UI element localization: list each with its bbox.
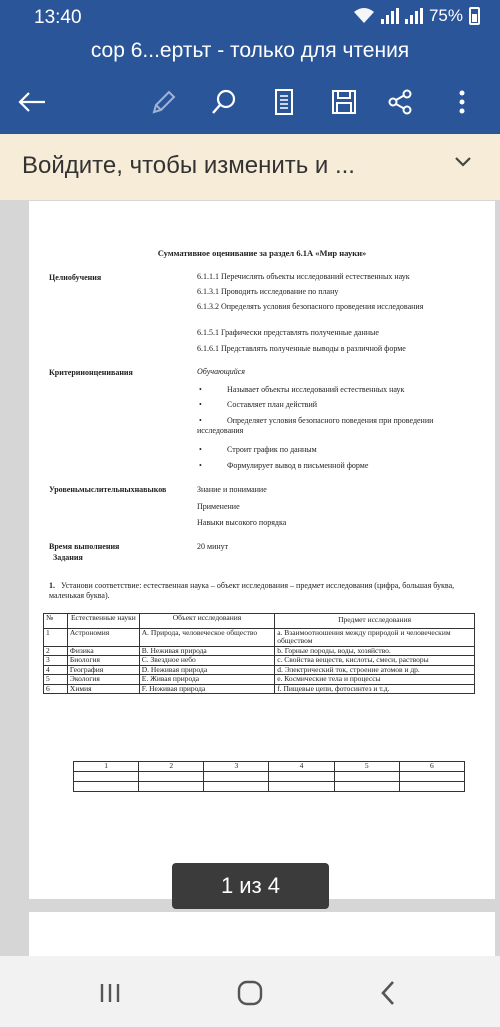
level-item: Знание и понимание xyxy=(197,485,267,494)
answer-row xyxy=(74,782,465,792)
task-text: Установи соответствие: естественная наука – объект исследования – предмет исследования (цифра, большая буква, маленькая буква). xyxy=(49,581,455,600)
signal-icon-2 xyxy=(405,8,423,24)
matching-table xyxy=(43,613,475,694)
sign-in-banner[interactable] xyxy=(0,134,500,200)
table-row xyxy=(44,675,475,685)
table-cell: c. Свойства веществ, кислоты, смеси, растворы xyxy=(275,656,475,666)
answer-row xyxy=(74,772,465,782)
system-nav-bar xyxy=(0,956,500,1027)
table-cell: Астрономия xyxy=(67,628,139,646)
table-cell: А. Природа, человеческое общество xyxy=(139,628,274,646)
table-header: Естественные науки xyxy=(67,614,139,629)
table-cell: 1 xyxy=(44,628,68,646)
home-button[interactable] xyxy=(230,978,270,1008)
goals-label: Целиобучения xyxy=(49,273,102,282)
table-header: Объект исследования xyxy=(139,614,274,629)
reading-view-icon xyxy=(272,88,296,116)
table-cell: b. Горные породы, воды, хозяйство. xyxy=(275,646,475,656)
table-cell: Физика xyxy=(67,646,139,656)
back-button[interactable] xyxy=(14,84,50,120)
battery-icon xyxy=(469,7,480,25)
table-row xyxy=(44,665,475,675)
table-cell: C. Звездное небо xyxy=(139,656,274,666)
task-1 xyxy=(49,581,469,601)
home-icon xyxy=(236,979,264,1007)
criteria-item: • Определяет условия безопасного поведения при проведении исследования xyxy=(197,416,434,435)
goal-item: 6.1.5.1 Графически представлять полученные данные xyxy=(197,328,379,337)
share-button[interactable] xyxy=(382,84,418,120)
goal-item: 6.1.1.1 Перечислять объекты исследований естественных наук xyxy=(197,272,410,281)
task-number: 1. xyxy=(49,581,55,590)
time-label-2: Задания xyxy=(53,553,83,562)
save-button[interactable] xyxy=(326,84,362,120)
doc-title: Суммативное оценивание за раздел 6.1А «Мир науки» xyxy=(157,248,367,258)
table-header: № xyxy=(44,614,68,629)
answer-table xyxy=(73,761,465,792)
table-header-row xyxy=(44,614,475,629)
level-item: Навыки высокого порядка xyxy=(197,518,287,527)
table-header: Предмет исследования xyxy=(275,614,475,629)
time-label: Время выполнения xyxy=(49,542,120,551)
table-cell: f. Пищевые цепи, фотосинтез и т.д. xyxy=(275,684,475,694)
sign-in-text: Войдите, чтобы изменить и ... xyxy=(22,152,355,179)
table-cell: География xyxy=(67,665,139,675)
table-cell: Биология xyxy=(67,656,139,666)
table-cell: D. Неживая природа xyxy=(139,665,274,675)
levels-label: Уровеньмыслительныхнавыков xyxy=(49,485,167,494)
table-row xyxy=(44,628,475,646)
level-item: Применение xyxy=(197,502,240,511)
table-cell: E. Живая природа xyxy=(139,675,274,685)
wifi-icon xyxy=(353,7,375,25)
table-cell: Химия xyxy=(67,684,139,694)
signal-icon xyxy=(381,8,399,24)
table-cell: F. Неживая природа xyxy=(139,684,274,694)
time-value: 20 минут xyxy=(197,542,229,551)
table-cell: 3 xyxy=(44,656,68,666)
table-cell: a. Взаимоотношения между природой и человеческим обществом xyxy=(275,628,475,646)
table-cell: e. Космические тела и процессы xyxy=(275,675,475,685)
table-cell: 6 xyxy=(44,684,68,694)
system-back-button[interactable] xyxy=(368,978,408,1008)
answer-header: 1 xyxy=(74,762,139,772)
edit-button[interactable] xyxy=(146,84,182,120)
back-icon xyxy=(379,980,397,1006)
answer-header: 5 xyxy=(334,762,399,772)
table-cell: B. Неживая природа xyxy=(139,646,274,656)
page-indicator: 1 из 4 xyxy=(172,863,329,909)
chevron-down-icon[interactable] xyxy=(454,156,472,168)
recent-apps-button[interactable] xyxy=(90,978,130,1008)
goal-item: 6.1.6.1 Представлять полученные выводы в различной форме xyxy=(197,344,406,353)
answer-header-row xyxy=(74,762,465,772)
table-cell: Экология xyxy=(67,675,139,685)
answer-header: 3 xyxy=(204,762,269,772)
document-viewer[interactable] xyxy=(0,200,500,956)
battery-percent: 75% xyxy=(428,6,463,25)
search-icon xyxy=(210,88,238,116)
answer-header: 6 xyxy=(399,762,464,772)
table-cell: 4 xyxy=(44,665,68,675)
more-icon xyxy=(458,89,466,115)
document-page: Суммативное оценивание за раздел 6.1А «Мир науки» Целиобучения 6.1.1.1 Перечислять объекты исследований естественных наук 6.1.3.1 Проводить исследование по плану 6.1.3.2 Определять условия безопасного проведения исследования 6.1.5.1 Графически представлять полученные данные 6.1.6.1 Представлять полученные выводы в различной форме Критериионценивания Обучающийся • Называет объекты исследований естественных наук • Составляет план действий • Определяет условия безопасного поведения при проведении исследования • Строит график по данным • Формулирует вывод в письменной форме Уровеньмыслительныхнавыков Знание и понимание Применение Навыки высокого порядка Время выполнения Задания 20 минут 1. Установи соответствие: естественная наука – объект исследования – предмет исследования (цифра, большая буква, маленькая буква). № Естественные науки Объект исследования Предмет исследования 1 Астрономия А. Природа, человеческое общество a. Взаимоотношения между природой и человеческим обществом 2 Физика B. Неживая природа b. Горные породы, воды, хозяйство. 3 Биология C. Звездное небо c. Свойства веществ, кислоты, смеси, растворы 4 География D. Неживая природа d. Электрический ток, строение атомов и др. 5 Экология E. Живая природа e. Космические тела и процессы 6 Химия F. Неживая природа f. Пищевые цепи, фотосинтез и т.д. 1 2 3 4 5 6 xyxy=(29,201,495,899)
toolbar xyxy=(0,70,500,134)
search-button[interactable] xyxy=(206,84,242,120)
table-cell: 2 xyxy=(44,646,68,656)
answer-header: 2 xyxy=(139,762,204,772)
table-row xyxy=(44,656,475,666)
document-title: сор 6...ертьт - только для чтения xyxy=(90,39,410,62)
status-time: 13:40 xyxy=(34,7,82,28)
status-icons xyxy=(353,6,480,26)
table-row xyxy=(44,684,475,694)
recent-apps-icon xyxy=(98,982,122,1004)
more-button[interactable] xyxy=(444,84,480,120)
reading-view-button[interactable] xyxy=(266,84,302,120)
goal-item: 6.1.3.2 Определять условия безопасного проведения исследования xyxy=(197,302,424,311)
status-bar xyxy=(0,0,500,36)
criteria-intro: Обучающийся xyxy=(197,367,246,376)
criteria-label: Критериионценивания xyxy=(49,368,133,377)
document-title-bar xyxy=(0,36,500,70)
answer-header: 4 xyxy=(269,762,334,772)
back-arrow-icon xyxy=(17,91,47,113)
table-cell: 5 xyxy=(44,675,68,685)
table-cell: d. Электрический ток, строение атомов и др. xyxy=(275,665,475,675)
document-page-2 xyxy=(29,912,495,956)
share-icon xyxy=(386,88,414,116)
pencil-icon xyxy=(150,88,178,116)
goal-item: 6.1.3.1 Проводить исследование по плану xyxy=(197,287,339,296)
save-icon xyxy=(330,88,358,116)
